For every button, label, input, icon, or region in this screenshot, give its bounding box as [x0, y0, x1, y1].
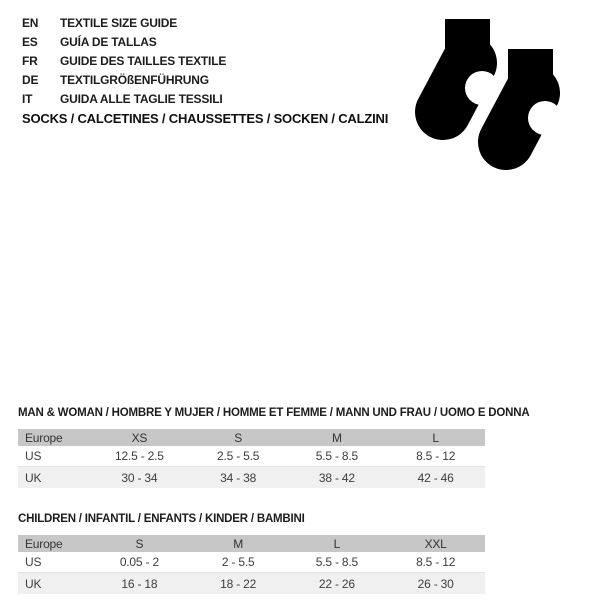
table-header-row — [18, 535, 485, 552]
sock-2 — [503, 44, 560, 142]
language-code: FR — [22, 53, 38, 68]
sock-1 — [443, 19, 499, 112]
row-label: US — [25, 449, 42, 463]
table-row-us — [18, 552, 485, 573]
column-header-size: L — [333, 536, 341, 551]
size-value: 8.5 - 12 — [416, 555, 456, 569]
size-value: 12.5 - 2.5 — [115, 449, 164, 463]
size-value: 30 - 34 — [121, 470, 158, 485]
language-label: TEXTILE SIZE GUIDE — [60, 15, 178, 30]
table-header-row — [18, 429, 485, 446]
size-value: 0.05 - 2 — [119, 555, 159, 569]
language-list — [22, 13, 226, 108]
column-header-size: S — [234, 430, 243, 445]
column-header-size: M — [331, 430, 342, 445]
column-header-size: S — [135, 536, 144, 551]
category-title: SOCKS / CALCETINES / CHAUSSETTES / SOCKEN / CALZINI — [22, 111, 389, 126]
language-label: GUIDA ALLE TAGLIE TESSILI — [60, 91, 223, 106]
row-label: US — [25, 555, 42, 569]
socks-icon — [400, 10, 560, 185]
language-row-de — [22, 70, 226, 89]
row-label: UK — [25, 576, 42, 591]
size-value: 5.5 - 8.5 — [315, 555, 358, 569]
column-header-size: M — [233, 536, 244, 551]
row-label: UK — [25, 470, 42, 485]
table-row-us — [18, 446, 485, 467]
size-value: 26 - 30 — [417, 576, 454, 591]
size-value: 34 - 38 — [220, 470, 257, 485]
column-header-region: Europe — [25, 430, 63, 445]
size-value: 22 - 26 — [318, 576, 355, 591]
language-code: IT — [22, 91, 33, 106]
size-value: 18 - 22 — [220, 576, 257, 591]
size-value: 8.5 - 12 — [416, 449, 456, 463]
table-row-uk — [18, 467, 485, 488]
table-row-uk — [18, 573, 485, 594]
language-code: ES — [22, 34, 38, 49]
size-value: 16 - 18 — [121, 576, 158, 591]
language-row-fr — [22, 51, 226, 70]
language-code: DE — [22, 72, 39, 87]
size-value: 2 - 5.5 — [221, 555, 255, 569]
size-value: 5.5 - 8.5 — [315, 449, 358, 463]
language-label: GUÍA DE TALLAS — [60, 34, 157, 49]
size-value: 42 - 46 — [417, 470, 454, 485]
size-table-children — [18, 512, 485, 594]
language-label: GUIDE DES TAILLES TEXTILE — [60, 53, 227, 68]
size-value: 2.5 - 5.5 — [217, 449, 260, 463]
language-row-it — [22, 89, 226, 108]
table-title: MAN & WOMAN / HOMBRE Y MUJER / HOMME ET FEMME / MANN UND FRAU / UOMO E DONNA — [18, 407, 530, 419]
language-label: TEXTILGRÖßENFÜHRUNG — [60, 72, 209, 87]
column-header-size: XXL — [424, 536, 447, 551]
column-header-region: Europe — [25, 536, 63, 551]
language-row-es — [22, 32, 226, 51]
column-header-size: XS — [131, 430, 148, 445]
language-code: EN — [22, 15, 39, 30]
size-table-man-woman — [18, 406, 530, 488]
column-header-size: L — [432, 430, 439, 445]
size-value: 38 - 42 — [318, 470, 355, 485]
language-row-en — [22, 13, 226, 32]
table-title: CHILDREN / INFANTIL / ENFANTS / KINDER / BAMBINI — [18, 513, 305, 525]
